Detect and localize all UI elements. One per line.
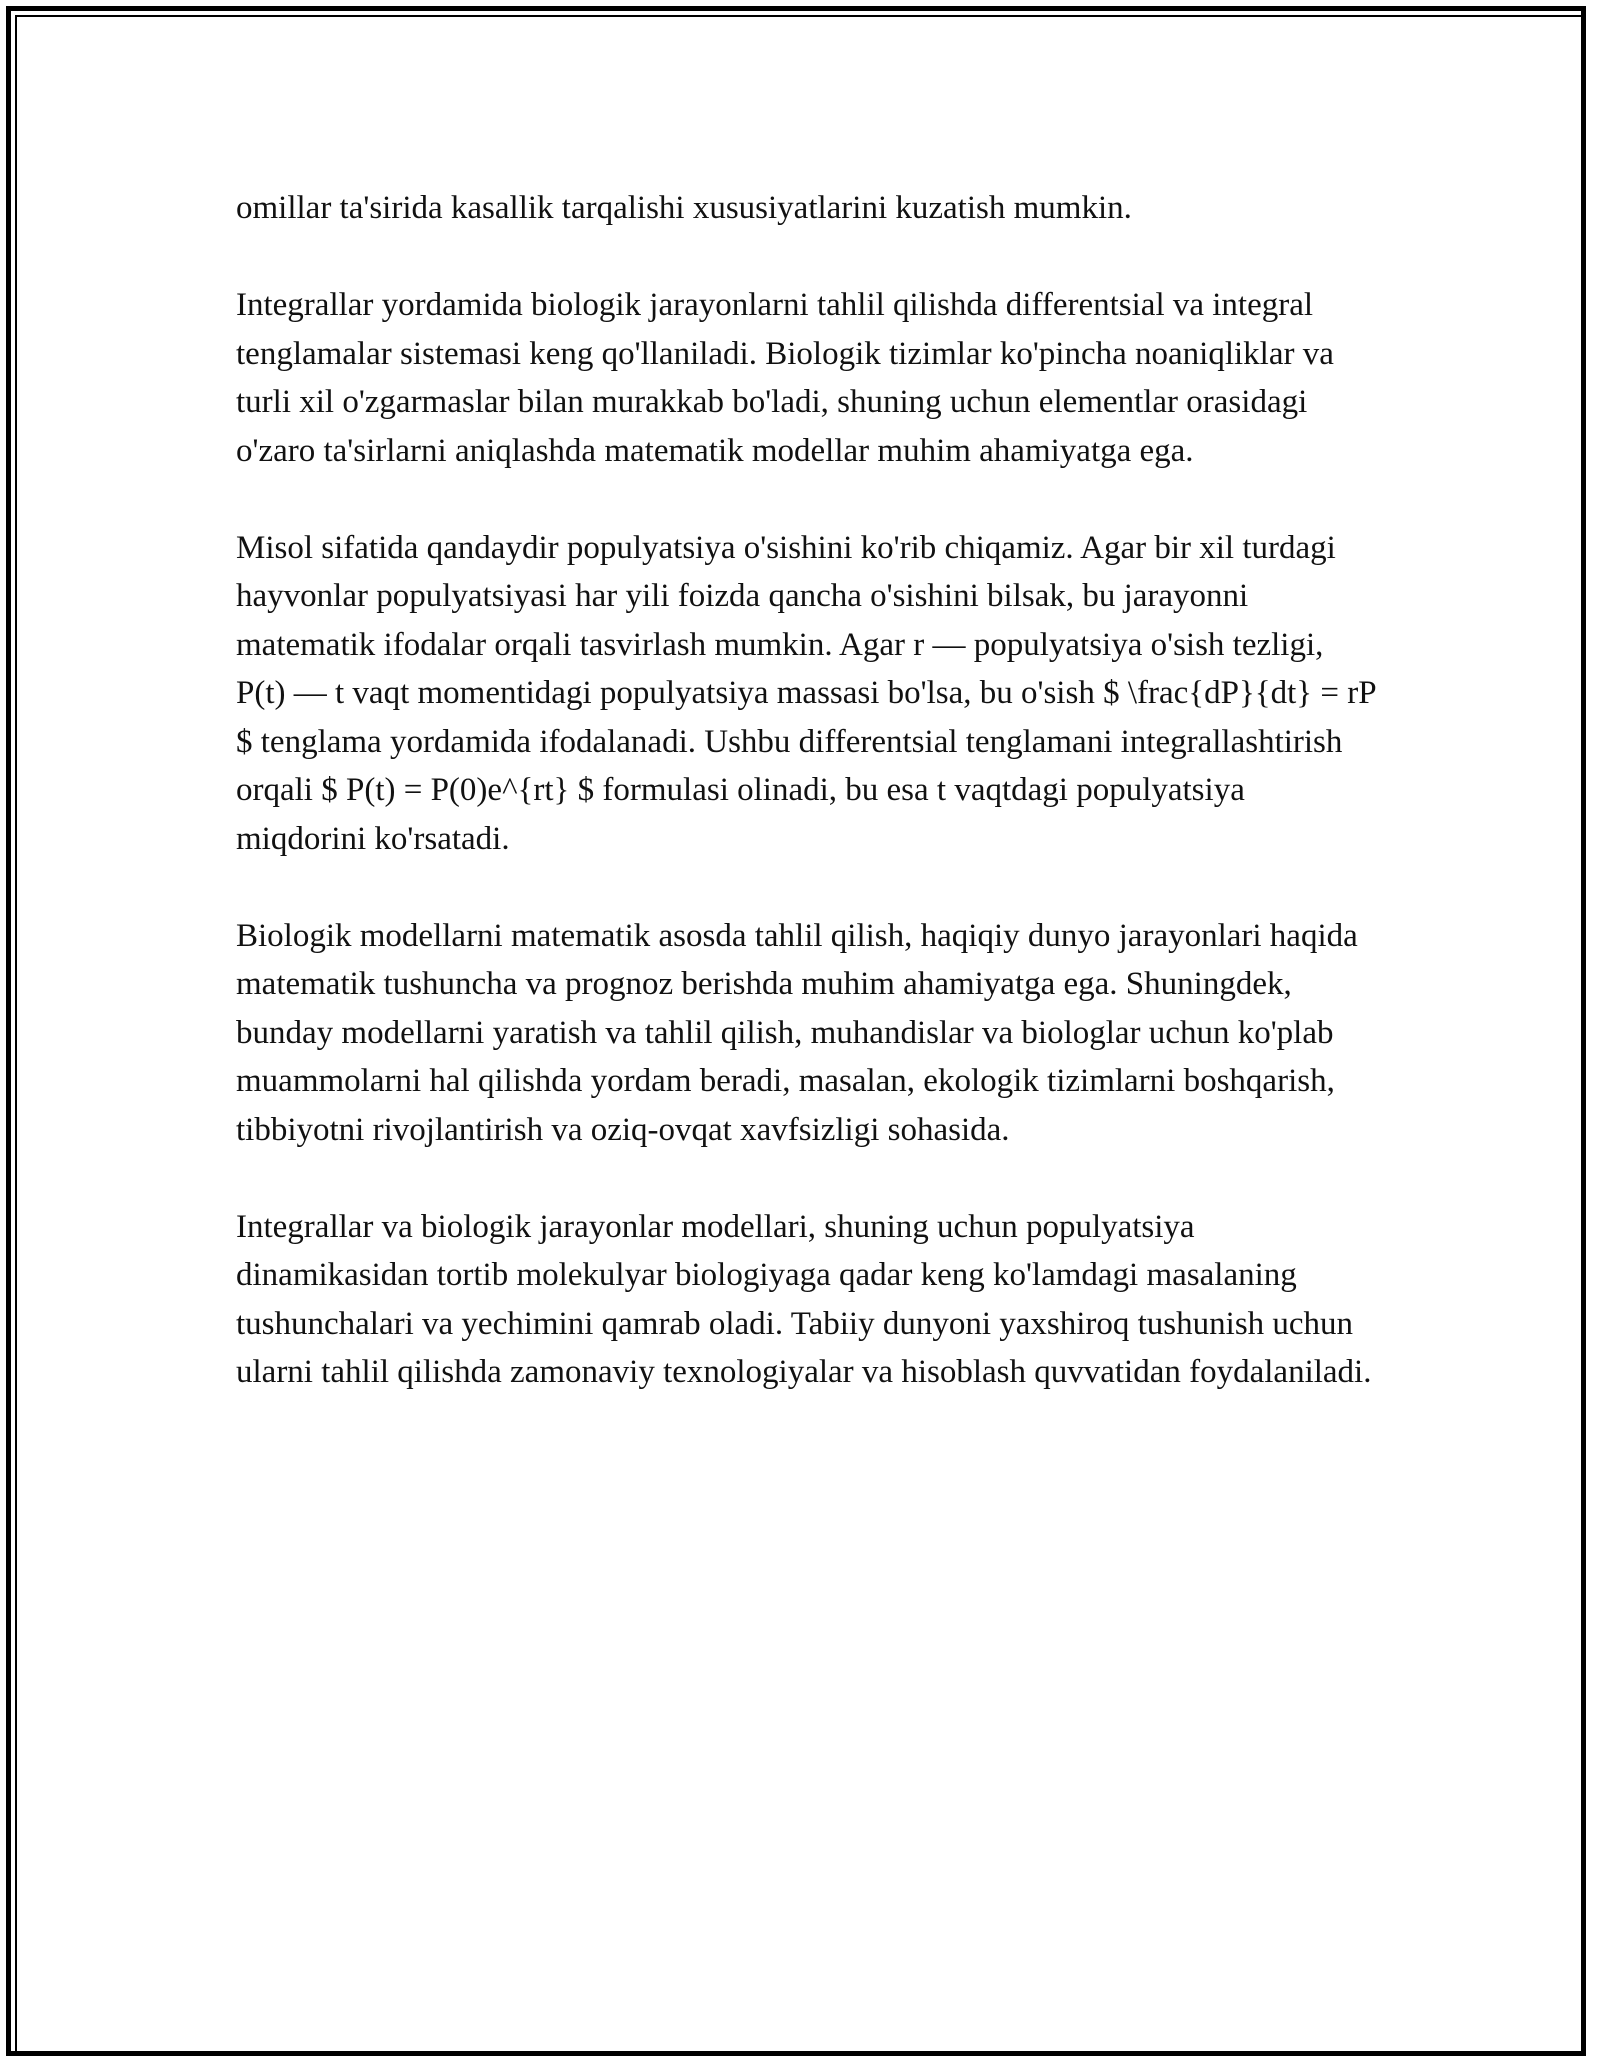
paragraph: Biologik modellarni matematik asosda tahlil qilish, haqiqiy dunyo jarayonlari haqida matematik tushuncha va prognoz berishda muhim ahamiyatga ega. Shuningdek, bunday modellarni yaratish va tahlil qilish, muhandislar va biologlar uchun ko'plab muammolarni hal qilishda yordam beradi, masalan, ekologik tizimlarni boshqarish, tibbiyotni rivojlantirish va oziq-ovqat xavfsizligi sohasida. <box>236 917 1358 1148</box>
document-body <box>236 184 1376 1445</box>
paragraph: omillar ta'sirida kasallik tarqalishi xususiyatlarini kuzatish mumkin. <box>236 190 1132 226</box>
paragraph: Misol sifatida qandaydir populyatsiya o'sishini ko'rib chiqamiz. Agar bir xil turdagi hayvonlar populyatsiyasi har yili foizda qancha o'sishini bilsak, bu jarayonni matematik ifodalar orqali tasvirlash mumkin. Agar r — populyatsiya o'sish tezligi, P(t) — t vaqt momentidagi populyatsiya massasi bo'lsa, bu o'sish $ \frac{dP}{dt} = rP $ tenglama yordamida ifodalanadi. Ushbu differentsial tenglamani integrallashtirish orqali $ P(t) = P(0)e^{rt} $ formulasi olinadi, bu esa t vaqtdagi populyatsiya miqdorini ko'rsatadi. <box>236 529 1376 857</box>
paragraph: Integrallar yordamida biologik jarayonlarni tahlil qilishda differentsial va integral tenglamalar sistemasi keng qo'llaniladi. Biologik tizimlar ko'pincha noaniqliklar va turli xil o'zgarmaslar bilan murakkab bo'ladi, shuning uchun elementlar orasidagi o'zaro ta'sirlarni aniqlashda matematik modellar muhim ahamiyatga ega. <box>236 287 1334 469</box>
paragraph: Integrallar va biologik jarayonlar modellari, shuning uchun populyatsiya dinamikasidan tortib molekulyar biologiyaga qadar keng ko'lamdagi masalaning tushunchalari va yechimini qamrab oladi. Tabiiy dunyoni yaxshiroq tushunish uchun ularni tahlil qilishda zamonaviy texnologiyalar va hisoblash quvvatidan foydalaniladi. <box>236 1208 1372 1390</box>
